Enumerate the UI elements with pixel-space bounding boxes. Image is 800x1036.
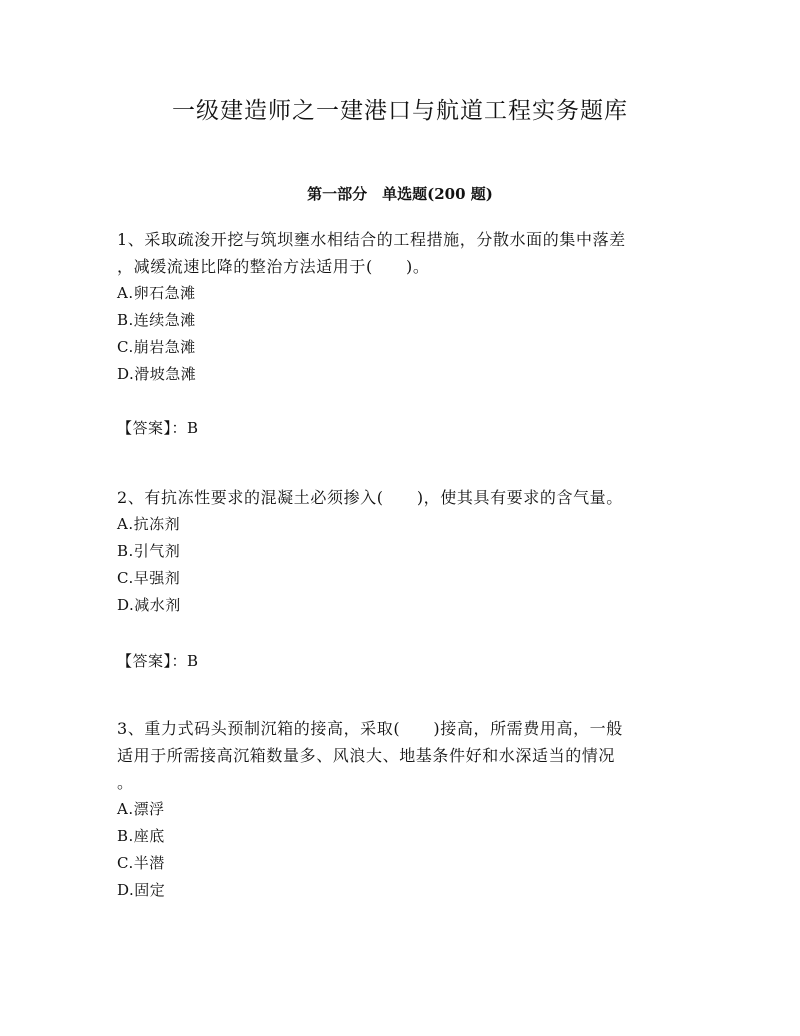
question-1-options — [117, 280, 687, 388]
document-title: 一级建造师之一建港口与航道工程实务题库 — [172, 98, 628, 124]
question-stem-line: 2、有抗冻性要求的混凝土必须掺入( )，使其具有要求的含气量。 — [117, 488, 623, 507]
question-stem-line: ，减缓流速比降的整治方法适用于( )。 — [117, 257, 430, 276]
option-c: C.崩岩急滩 — [117, 338, 196, 356]
option-a: A.漂浮 — [117, 800, 165, 818]
question-stem-line: 1、采取疏浚开挖与筑坝壅水相结合的工程措施，分散水面的集中落差 — [117, 230, 626, 249]
option-b: B.引气剂 — [117, 542, 181, 560]
question-stem-line: 3、重力式码头预制沉箱的接高，采取( )接高，所需费用高，一般 — [117, 719, 623, 738]
section-heading: 第一部分 单选题(200 题) — [307, 185, 493, 203]
question-2-stem — [117, 484, 687, 511]
option-b: B.座底 — [117, 827, 165, 845]
option-a: A.卵石急滩 — [117, 284, 196, 302]
question-1-answer: 【答案】：B — [117, 419, 199, 437]
option-d: D.滑坡急滩 — [117, 365, 197, 383]
question-2-answer: 【答案】：B — [117, 652, 199, 670]
question-2-options — [117, 511, 687, 619]
option-c: C.半潜 — [117, 854, 165, 872]
option-d: D.减水剂 — [117, 596, 181, 614]
question-2 — [117, 484, 687, 619]
question-3-options — [117, 796, 687, 904]
option-b: B.连续急滩 — [117, 311, 196, 329]
question-3 — [117, 715, 687, 904]
option-d: D.固定 — [117, 881, 166, 899]
question-stem-line: 。 — [117, 773, 134, 792]
question-1-stem — [117, 226, 687, 280]
option-c: C.早强剂 — [117, 569, 181, 587]
question-1 — [117, 226, 687, 388]
option-a: A.抗冻剂 — [117, 515, 181, 533]
question-3-stem — [117, 715, 687, 796]
question-stem-line: 适用于所需接高沉箱数量多、风浪大、地基条件好和水深适当的情况 — [117, 746, 616, 765]
